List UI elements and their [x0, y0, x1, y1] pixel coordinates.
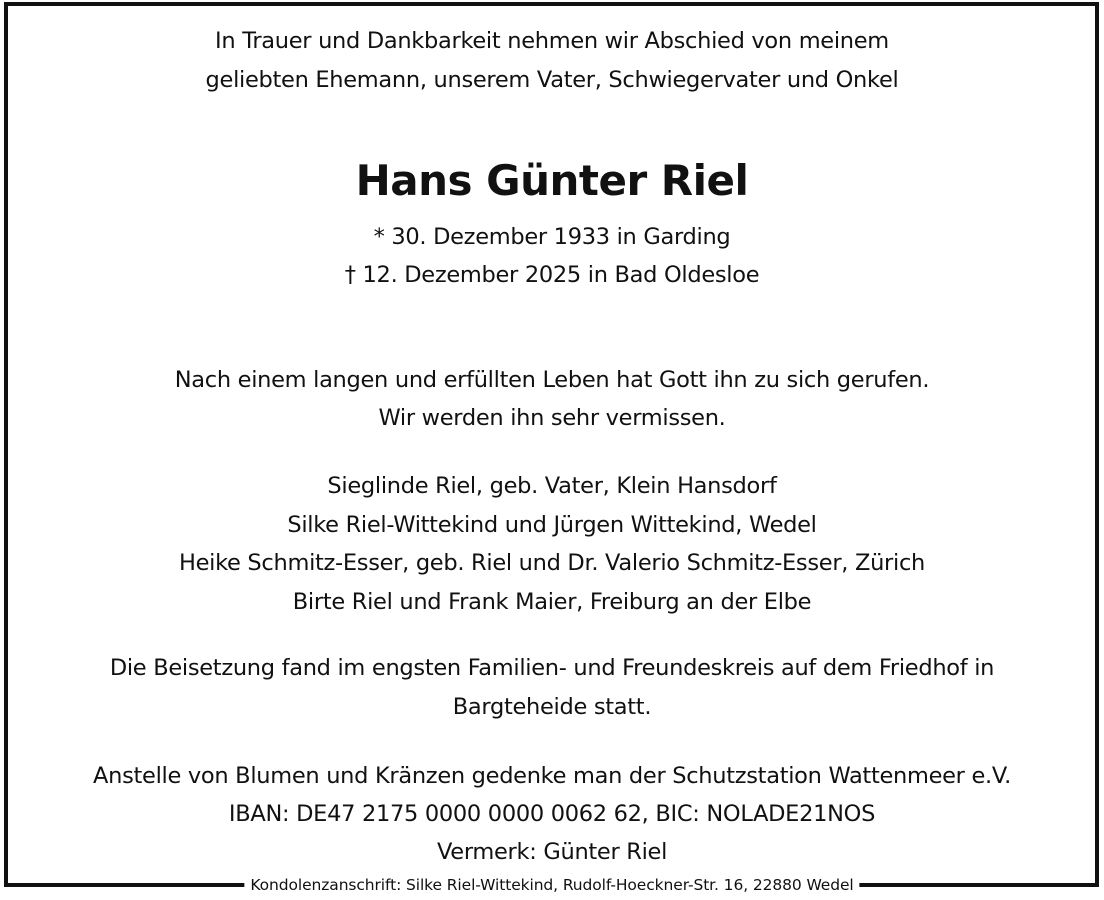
deceased-name: Hans Günter Riel [355, 156, 749, 205]
burial-line: Bargteheide statt. [452, 694, 652, 720]
intro-text [0, 22, 1104, 100]
quote-line: Wir werden ihn sehr vermissen. [378, 405, 726, 431]
quote-line: Nach einem langen und erfüllten Leben hat Gott ihn zu sich gerufen. [174, 367, 930, 393]
mourners-list [0, 467, 1104, 621]
condolence-address: Kondolenzanschrift: Silke Riel-Wittekind, Rudolf-Hoeckner-Str. 16, 22880 Wedel [244, 874, 859, 896]
bank-details: IBAN: DE47 2175 0000 0000 0062 62, BIC: NOLADE21NOS [228, 801, 876, 827]
mourner-entry: Heike Schmitz-Esser, geb. Riel und Dr. Valerio Schmitz-Esser, Zürich [179, 550, 925, 576]
intro-line: In Trauer und Dankbarkeit nehmen wir Abschied von meinem [215, 28, 889, 54]
life-dates [0, 218, 1104, 294]
donation-notice [0, 757, 1104, 871]
burial-notice [0, 649, 1104, 727]
memorial-quote [0, 361, 1104, 437]
burial-line: Die Beisetzung fand im engsten Familien- und Freundeskreis auf dem Friedhof in [109, 655, 995, 681]
mourner-entry: Silke Riel-Wittekind und Jürgen Wittekind, Wedel [287, 511, 817, 538]
donation-reference: Vermerk: Günter Riel [436, 839, 668, 865]
mourner-entry: Sieglinde Riel, geb. Vater, Klein Hansdorf [327, 473, 777, 499]
intro-line: geliebten Ehemann, unserem Vater, Schwiegervater und Onkel [205, 67, 899, 93]
notice-border [4, 2, 1099, 887]
mourner-entry: Birte Riel und Frank Maier, Freiburg an der Elbe [292, 588, 812, 615]
birth-date: * 30. Dezember 1933 in Garding [373, 224, 731, 250]
death-date: † 12. Dezember 2025 in Bad Oldesloe [344, 262, 760, 288]
donation-request: Anstelle von Blumen und Kränzen gedenke man der Schutzstation Wattenmeer e.V. [93, 763, 1011, 789]
